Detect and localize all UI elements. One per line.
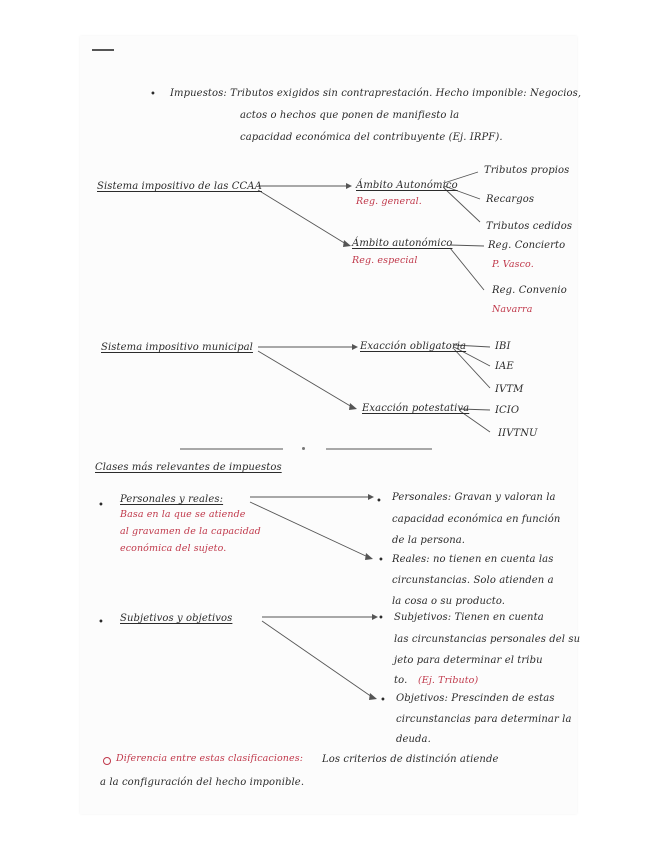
group-personales-reales: Personales y reales: <box>120 494 224 505</box>
intro-line-1: Impuestos: Tributos exigidos sin contraprestación. Hecho imponible: Negocios, <box>170 88 582 99</box>
def-reales-2: circunstancias. Solo atienden a <box>392 575 554 586</box>
ccaa-reg-concierto: Reg. Concierto <box>488 240 566 251</box>
municipal-exaccion-potestativa: Exacción potestativa <box>362 403 470 414</box>
ccaa-ambito-1-sub: Reg. general. <box>356 196 422 207</box>
footer-red-label: Diferencia entre estas clasificaciones: <box>116 753 304 764</box>
intro-line-3: capacidad económica del contribuyente (Ej. IRPF). <box>240 132 503 143</box>
bullet: • <box>380 695 386 706</box>
def-subjetivos-2: las circunstancias personales del su <box>394 634 581 645</box>
municipal-exaccion-obligatoria: Exacción obligatoria <box>360 341 467 352</box>
group-1-note-3: económica del sujeto. <box>120 543 227 554</box>
ccaa-reg-convenio: Reg. Convenio <box>492 285 567 296</box>
red-circle-icon <box>103 757 111 765</box>
bullet: • <box>98 500 104 511</box>
ccaa-tributos-propios: Tributos propios <box>484 165 570 176</box>
ccaa-ambito-2: Ámbito autonómico <box>352 238 453 249</box>
def-objetivos-1: Objetivos: Prescinden de estas <box>396 693 555 704</box>
municipal-label: Sistema impositivo municipal <box>101 342 253 353</box>
footer-line-2: a la configuración del hecho imponible. <box>100 777 305 788</box>
intro-line-2: actos o hechos que ponen de manifiesto la <box>240 110 460 121</box>
def-personales-1: Personales: Gravan y valoran la <box>392 492 556 503</box>
def-subjetivos-4: to. <box>394 675 408 686</box>
group-subjetivos-objetivos: Subjetivos y objetivos <box>120 613 233 624</box>
bullet: • <box>150 89 156 100</box>
def-personales-3: de la persona. <box>392 535 466 546</box>
group-1-note-1: Basa en la que se atiende <box>120 509 246 520</box>
bullet: • <box>98 617 104 628</box>
group-1-note-2: al gravamen de la capacidad <box>120 526 261 537</box>
ccaa-ambito-1: Ámbito Autonómico <box>356 180 458 191</box>
ccaa-tributos-cedidos: Tributos cedidos <box>486 221 573 232</box>
tax-ivtm: IVTM <box>495 384 524 395</box>
def-objetivos-2: circunstancias para determinar la <box>396 714 572 725</box>
def-objetivos-3: deuda. <box>396 734 431 745</box>
def-subjetivos-3: jeto para determinar el tribu <box>394 655 543 666</box>
ccaa-ambito-2-sub: Reg. especial <box>352 255 418 266</box>
ccaa-pais-vasco: P. Vasco. <box>492 259 534 270</box>
def-subjetivos-example: (Ej. Tributo) <box>418 675 479 686</box>
bullet: • <box>378 613 384 624</box>
bullet: • <box>378 555 384 566</box>
footer-line-1: Los criterios de distinción atiende <box>322 754 499 765</box>
tax-iae: IAE <box>495 361 514 372</box>
def-reales-3: la cosa o su producto. <box>392 596 506 607</box>
bullet: • <box>376 496 382 507</box>
ccaa-label: Sistema impositivo de las CCAA <box>97 181 262 192</box>
separator-dot <box>302 447 305 450</box>
ccaa-recargos: Recargos <box>486 194 535 205</box>
tax-icio: ICIO <box>495 405 520 416</box>
def-reales-1: Reales: no tienen en cuenta las <box>392 554 554 565</box>
tax-iivtnu: IIVTNU <box>498 428 538 439</box>
ccaa-navarra: Navarra <box>492 304 533 315</box>
def-subjetivos-1: Subjetivos: Tienen en cuenta <box>394 612 544 623</box>
def-personales-2: capacidad económica en función <box>392 514 561 525</box>
tax-ibi: IBI <box>495 341 511 352</box>
classification-heading: Clases más relevantes de impuestos <box>95 462 282 473</box>
